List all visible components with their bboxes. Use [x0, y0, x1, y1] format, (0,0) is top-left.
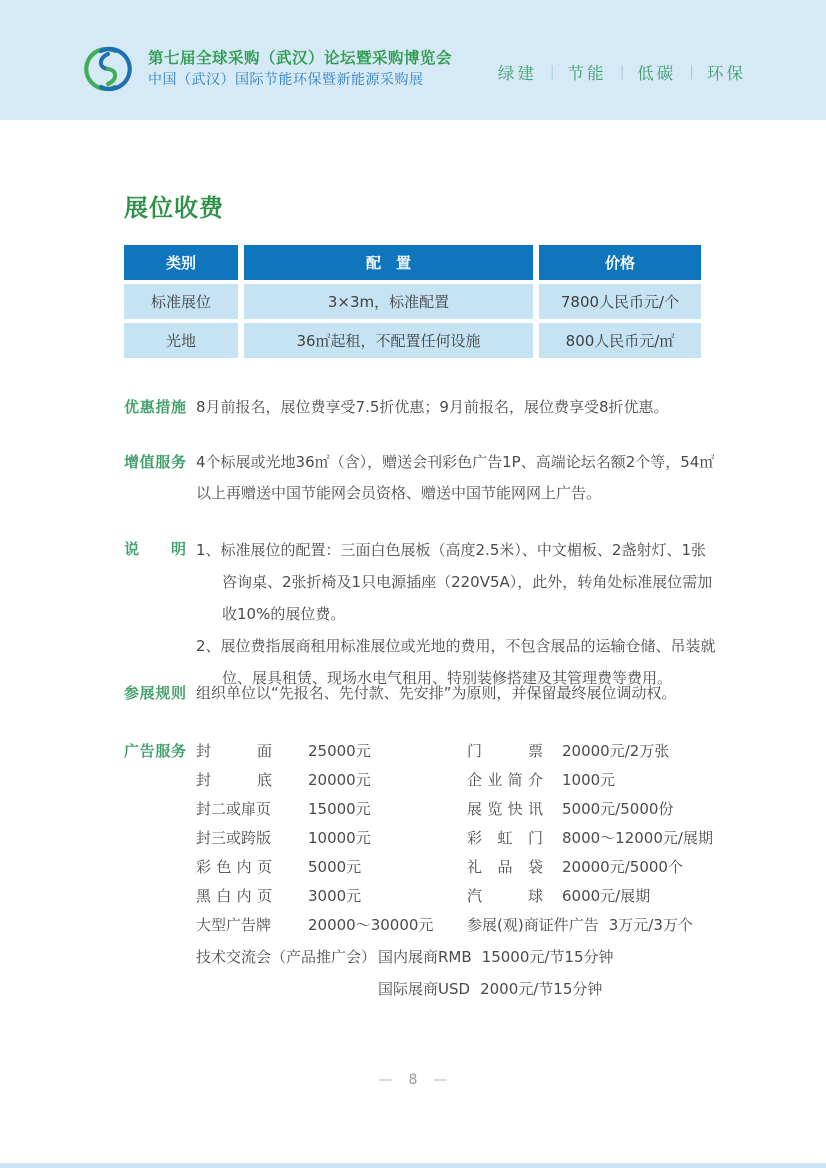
ad-item-price: 6000元/展期 [562, 887, 651, 905]
ad-item-name [196, 975, 378, 1004]
ad-item-name: 参展(观)商证件广告 [467, 916, 599, 934]
ad-item-name: 展览快讯 [467, 800, 543, 818]
cell-category: 光地 [124, 323, 238, 358]
note-item-1: 1、标准展位的配置：三面白色展板（高度2.5米）、中文楣板、2盏射灯、1张咨询桌、2张折椅及1只电源插座（220V5A），此外，转角处标准展位需加收10%的展位费。 [196, 541, 713, 623]
ad-row-tech-exchange [196, 975, 716, 1004]
tag-low-carbon: 低碳 [637, 64, 677, 83]
ad-row [196, 911, 716, 940]
ad-item-name: 大型广告牌 [196, 916, 272, 934]
cell-configuration: 3×3m，标准配置 [244, 284, 533, 319]
ad-item-name: 门票 [467, 742, 543, 760]
ad-price-list [196, 737, 716, 1004]
cell-price: 7800人民币元/个 [539, 284, 701, 319]
ad-row [196, 824, 716, 853]
ad-row-tech-exchange [196, 943, 716, 972]
section-text: 组织单位以“先报名、先付款、先安排”为原则，并保留最终展位调动权。 [196, 684, 677, 702]
ad-item-name: 彩色内页 [196, 858, 272, 876]
expo-title: 第七届全球采购（武汉）论坛暨采购博览会 [148, 49, 453, 67]
ad-item-name: 彩虹门 [467, 829, 543, 847]
ad-item-price: 10000元 [308, 829, 371, 847]
tag-eco-friendly: 环保 [707, 64, 746, 83]
ad-item-name: 封二或扉页 [196, 800, 272, 818]
fee-table-header-category: 类别 [124, 245, 238, 280]
cell-price: 800人民币元/㎡ [539, 323, 701, 358]
section-label: 增值服务 [124, 453, 186, 471]
ad-row [196, 737, 716, 766]
ad-item-price: 5000元/5000份 [562, 800, 674, 818]
section-notes [124, 534, 716, 694]
ad-row [196, 795, 716, 824]
ad-item-name: 黑白内页 [196, 887, 272, 905]
ad-item-price: 5000元 [308, 858, 362, 876]
section-text [196, 534, 716, 694]
section-text: 8月前报名，展位费享受7.5折优惠；9月前报名，展位费享受8折优惠。 [196, 398, 669, 416]
tag-separator: | [549, 64, 555, 80]
ad-item-price: 3万元/3万个 [608, 916, 693, 934]
expo-logo-icon [84, 45, 132, 93]
ad-item-price: 20000元 [308, 771, 371, 789]
ad-item-name: 封面 [196, 742, 272, 760]
header-band [0, 0, 826, 120]
fee-table-row-standard-booth [124, 284, 701, 319]
fee-table-header-row [124, 245, 701, 280]
ad-row [196, 766, 716, 795]
footer-dash: — [378, 1072, 393, 1088]
section-label: 广告服务 [124, 742, 186, 760]
ad-item-price: 8000～12000元/展期 [562, 829, 713, 847]
ad-item-price: 3000元 [308, 887, 362, 905]
section-label: 参展规则 [124, 684, 186, 702]
cell-configuration: 36㎡起租，不配置任何设施 [244, 323, 533, 358]
tag-separator: | [689, 64, 694, 80]
ad-row [196, 882, 716, 911]
section-value-added [124, 447, 716, 509]
section-ad-services [124, 737, 716, 1004]
tag-energy-saving: 节能 [567, 64, 607, 83]
fee-table-header-configuration: 配 置 [244, 245, 533, 280]
fee-table-row-raw-space [124, 323, 701, 358]
ad-item-price: 1000元 [562, 771, 616, 789]
ad-item-name: 技术交流会（产品推广会） [196, 948, 377, 966]
ad-exhibitor-group: 国际展商USD [378, 980, 471, 998]
ad-item-name: 企业简介 [467, 771, 543, 789]
ad-item-price: 20000元/2万张 [562, 742, 670, 760]
bottom-accent-bar [0, 1163, 826, 1168]
page-number: 8 [408, 1072, 418, 1088]
section-text: 4个标展或光地36㎡（含），赠送会刊彩色广告1P、高端论坛名额2个等，54㎡以上再赠送中国节能网会员资格、赠送中国节能网网上广告。 [196, 453, 715, 502]
section-label: 优惠措施 [124, 398, 186, 416]
ad-item-price: 25000元 [308, 742, 371, 760]
tag-green-building: 绿建 [497, 64, 537, 83]
page-footer [0, 1072, 826, 1088]
ad-item-name: 封底 [196, 771, 272, 789]
note-item-2: 2、展位费指展商租用标准展位或光地的费用，不包含展品的运输仓储、吊装就位、展具租赁、现场水电气租用、特别装修搭建及其管理费等费用。 [196, 637, 716, 687]
fee-table-header-price: 价格 [539, 245, 701, 280]
section-label: 说明 [124, 540, 186, 558]
header-tags [498, 60, 746, 84]
tag-separator: | [619, 64, 625, 80]
ad-item-price: 20000元/5000个 [562, 858, 683, 876]
cell-category: 标准展位 [124, 284, 238, 319]
page-title: 展位收费 [124, 194, 224, 222]
ad-item-name: 汽球 [467, 887, 543, 905]
expo-subtitle: 中国（武汉）国际节能环保暨新能源采购展 [148, 72, 424, 88]
footer-dash: — [433, 1072, 448, 1088]
header-titles [148, 48, 452, 90]
ad-row [196, 853, 716, 882]
ad-item-price: 20000～30000元 [308, 916, 434, 934]
booth-fee-table [124, 245, 701, 362]
section-discount [124, 392, 716, 423]
ad-exhibitor-group: 国内展商RMB [378, 948, 472, 966]
ad-item-name: 封三或跨版 [196, 829, 272, 847]
ad-item-price: 15000元 [308, 800, 371, 818]
ad-item-name: 礼品袋 [467, 858, 543, 876]
section-rules [124, 678, 716, 709]
ad-item-price: 2000元/节15分钟 [480, 980, 603, 998]
ad-item-price: 15000元/节15分钟 [481, 948, 614, 966]
